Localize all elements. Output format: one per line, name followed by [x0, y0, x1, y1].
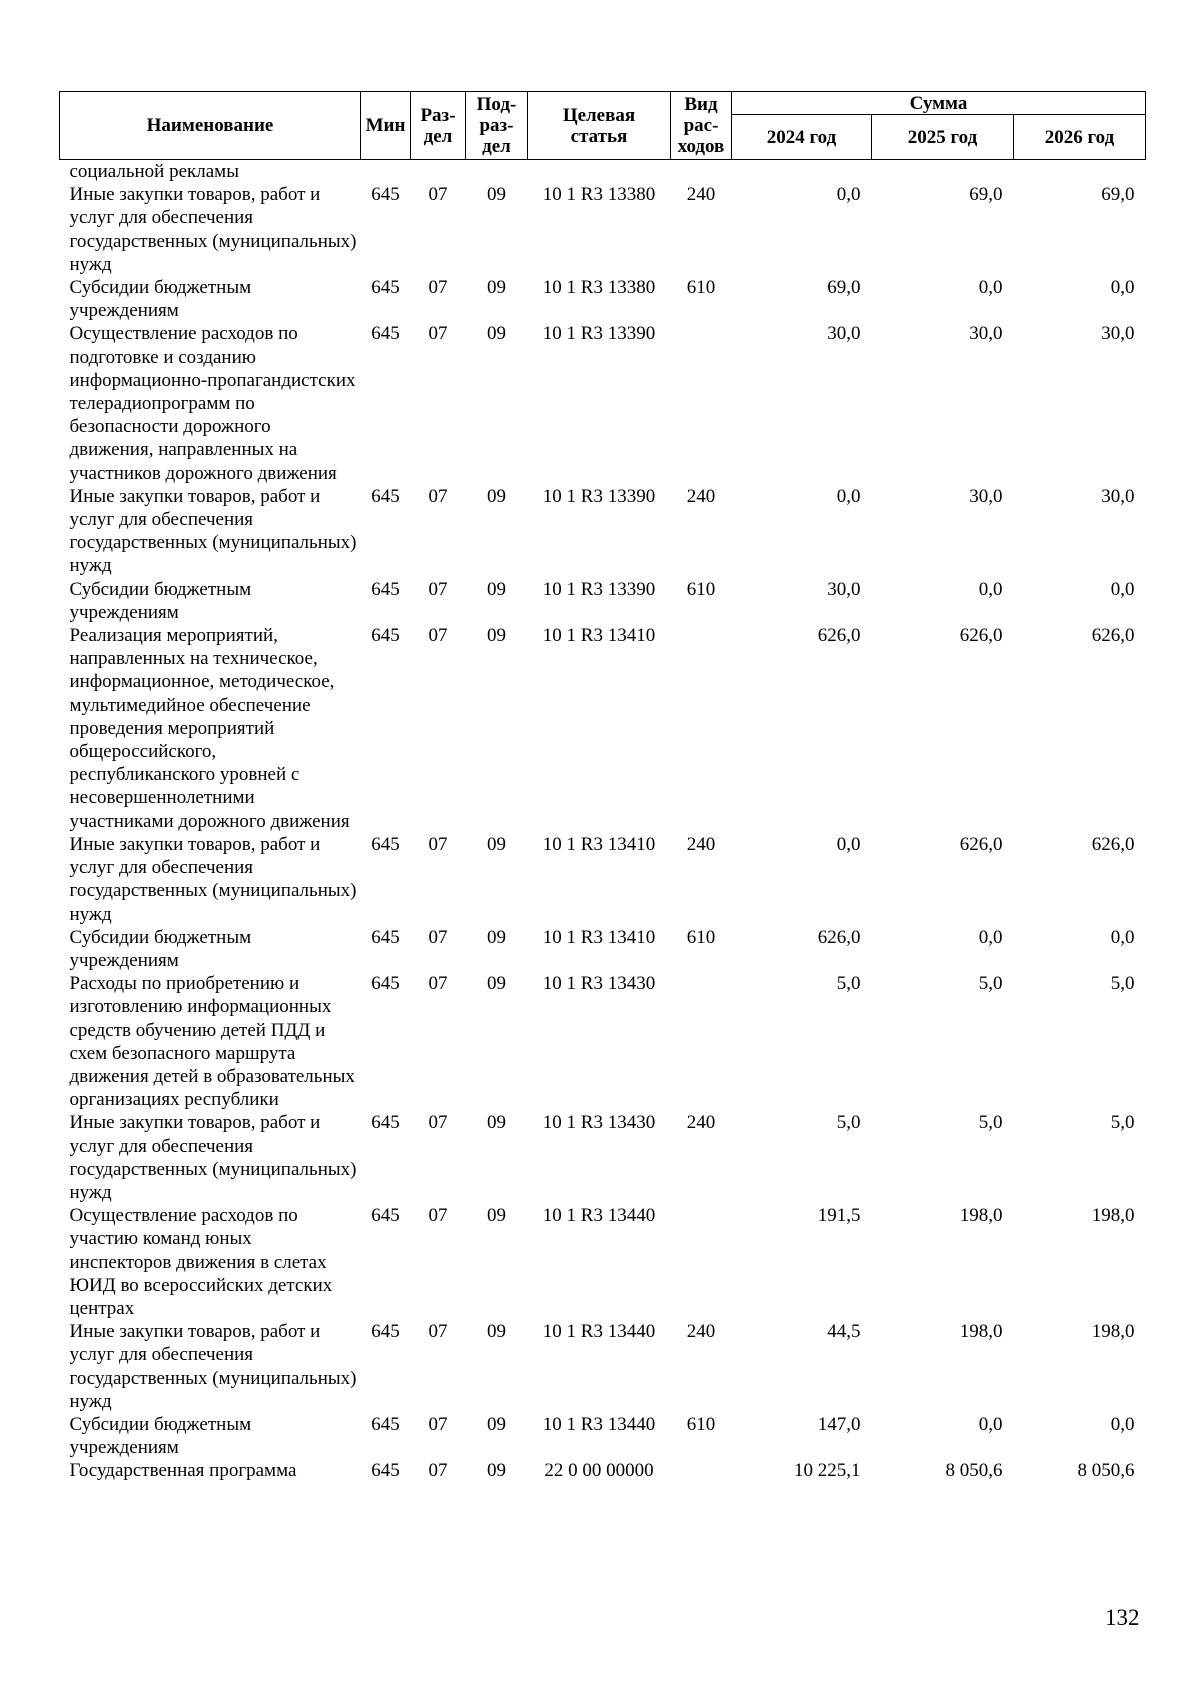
cell-2025: 198,0: [959, 1321, 1003, 1343]
table-row: [60, 624, 1146, 833]
cell-name: Иные закупки товаров, работ и услуг для обеспечения государственных (муниципальных) нужд: [69, 833, 357, 925]
cell-2026: 30,0: [1101, 323, 1135, 345]
cell-2024: 30,0: [827, 578, 861, 600]
cell-podrazdel: [466, 160, 528, 184]
cell-vid: 610: [686, 926, 716, 948]
cell-name: Субсидии бюджетным учреждениям: [69, 578, 252, 623]
cell-2026: 30,0: [1101, 485, 1135, 507]
cell-2024: 626,0: [817, 625, 861, 647]
cell-name: Иные закупки товаров, работ и услуг для обеспечения государственных (муниципальных) нужд: [69, 1321, 357, 1412]
cell-name: Иные закупки товаров, работ и услуг для обеспечения государственных (муниципальных) нужд: [69, 1112, 357, 1203]
cell-min: [361, 160, 411, 184]
cell-celevaya: 10 1 R3 13440: [542, 1321, 656, 1343]
cell-2024: 44,5: [827, 1321, 861, 1343]
cell-vid: [671, 972, 732, 1111]
cell-name: Субсидии бюджетным учреждениям: [69, 277, 252, 322]
cell-celevaya: 10 1 R3 13430: [542, 973, 656, 995]
cell-name: Иные закупки товаров, работ и услуг для обеспечения государственных (муниципальных) нужд: [69, 184, 357, 275]
cell-razdel: 07: [428, 1460, 448, 1482]
cell-min: 645: [371, 625, 400, 647]
cell-celevaya: 10 1 R3 13440: [542, 1205, 656, 1227]
cell-2024: 626,0: [817, 926, 861, 948]
header-name: Наименование: [60, 92, 361, 160]
cell-2026: 0,0: [1110, 926, 1135, 948]
cell-podrazdel: 09: [487, 1112, 506, 1134]
cell-name: Субсидии бюджетным учреждениям: [69, 1413, 252, 1459]
header-min: Мин: [361, 92, 411, 160]
cell-min: 645: [371, 1205, 400, 1227]
cell-2024: 10 225,1: [794, 1460, 861, 1482]
header-razdel: Раз- дел: [411, 92, 466, 160]
cell-podrazdel: 09: [487, 1413, 506, 1435]
cell-2026: 5,0: [1110, 1112, 1135, 1134]
cell-2024: 69,0: [827, 277, 861, 299]
cell-min: 645: [371, 973, 400, 995]
cell-name: Осуществление расходов по участию команд юных инспекторов движения в слетах ЮИД во всероссийских детских центрах: [69, 1205, 333, 1319]
cell-2024: 147,0: [817, 1413, 861, 1435]
cell-vid: [671, 160, 732, 184]
cell-2024: 0,0: [836, 184, 861, 206]
header-podrazdel: Под- раз- дел: [466, 92, 528, 160]
cell-razdel: [411, 160, 466, 184]
cell-vid: [671, 322, 732, 484]
header-year-2025: 2025 год: [872, 115, 1014, 160]
cell-vid: 240: [686, 485, 716, 507]
cell-razdel: 07: [428, 277, 448, 299]
cell-2025: 30,0: [969, 323, 1003, 345]
cell-2025: 8 050,6: [945, 1460, 1003, 1482]
cell-2025: 5,0: [978, 973, 1003, 995]
cell-2025: 0,0: [978, 1413, 1003, 1435]
cell-podrazdel: 09: [487, 277, 506, 299]
cell-2025: 0,0: [978, 926, 1003, 948]
cell-min: 645: [371, 578, 400, 600]
cell-2026: 626,0: [1091, 625, 1135, 647]
table-row: [60, 485, 1146, 578]
cell-razdel: 07: [428, 578, 448, 600]
cell-podrazdel: 09: [487, 926, 506, 948]
cell-2025: 5,0: [978, 1112, 1003, 1134]
table-row: [60, 276, 1146, 322]
cell-min: 645: [371, 1413, 400, 1435]
cell-2026: 626,0: [1091, 833, 1135, 855]
cell-min: 645: [371, 323, 400, 345]
cell-celevaya: 10 1 R3 13390: [542, 323, 656, 345]
cell-celevaya: 22 0 00 00000: [544, 1460, 654, 1482]
table-row: [60, 1111, 1146, 1204]
table-body: [60, 160, 1146, 1483]
cell-podrazdel: 09: [487, 184, 506, 206]
cell-vid: 240: [686, 184, 716, 206]
cell-razdel: 07: [428, 973, 448, 995]
cell-2025: 69,0: [969, 184, 1003, 206]
cell-vid: [671, 624, 732, 833]
cell-celevaya: 10 1 R3 13430: [542, 1112, 656, 1134]
cell-2026: 5,0: [1110, 973, 1135, 995]
table-row: [60, 578, 1146, 624]
cell-celevaya: 10 1 R3 13390: [542, 485, 656, 507]
header-vid: Вид рас- ходов: [671, 92, 732, 160]
cell-2026: 198,0: [1091, 1205, 1135, 1227]
table-row: [60, 1413, 1146, 1459]
cell-min: 645: [371, 1460, 400, 1482]
cell-celevaya: 10 1 R3 13410: [542, 833, 656, 855]
cell-podrazdel: 09: [487, 1321, 506, 1343]
cell-name: Реализация мероприятий, направленных на техническое, информационное, методическое, мультимедийное обеспечение проведения мероприятий общероссийского, республиканского уровней с несовершеннолетними участниками дорожного движения: [69, 625, 350, 832]
cell-2025: 626,0: [959, 833, 1003, 855]
cell-celevaya: 10 1 R3 13380: [542, 277, 656, 299]
cell-2026: 0,0: [1110, 578, 1135, 600]
cell-podrazdel: 09: [487, 833, 506, 855]
cell-podrazdel: 09: [487, 323, 506, 345]
cell-name: Государственная программа: [69, 1460, 297, 1482]
cell-name: социальной рекламы: [69, 161, 239, 182]
cell-razdel: 07: [428, 485, 448, 507]
document-page: [59, 91, 1145, 1483]
cell-podrazdel: 09: [487, 1460, 506, 1482]
cell-2024: [732, 160, 872, 184]
cell-min: 645: [371, 1321, 400, 1343]
cell-razdel: 07: [428, 1112, 448, 1134]
cell-2026: 0,0: [1110, 277, 1135, 299]
cell-razdel: 07: [428, 625, 448, 647]
cell-vid: 240: [686, 833, 716, 855]
cell-2025: 30,0: [969, 485, 1003, 507]
cell-podrazdel: 09: [487, 973, 506, 995]
cell-min: 645: [371, 1112, 400, 1134]
cell-2025: 626,0: [959, 625, 1003, 647]
cell-celevaya: 10 1 R3 13410: [542, 625, 656, 647]
header-year-2026: 2026 год: [1014, 115, 1146, 160]
table-row: [60, 1204, 1146, 1320]
cell-2025: 0,0: [978, 277, 1003, 299]
cell-min: 645: [371, 485, 400, 507]
cell-podrazdel: 09: [487, 1205, 506, 1227]
table-row: [60, 1320, 1146, 1413]
page-number: 132: [1105, 1605, 1140, 1630]
cell-vid: 610: [686, 277, 716, 299]
cell-podrazdel: 09: [487, 578, 506, 600]
cell-vid: [671, 1459, 732, 1482]
cell-vid: 610: [686, 578, 716, 600]
cell-name: Иные закупки товаров, работ и услуг для обеспечения государственных (муниципальных) нужд: [69, 485, 357, 577]
cell-2024: 5,0: [836, 973, 861, 995]
budget-table: [59, 91, 1146, 1483]
table-row: [60, 833, 1146, 926]
cell-celevaya: 10 1 R3 13440: [542, 1413, 656, 1435]
header-summa: Сумма: [732, 92, 1146, 115]
cell-razdel: 07: [428, 833, 448, 855]
cell-name: Расходы по приобретению и изготовлению информационных средств обучению детей ПДД и схем безопасного маршрута движения детей в образовательных организациях республики: [69, 973, 355, 1111]
cell-2024: 30,0: [827, 323, 861, 345]
header-year-2024: 2024 год: [732, 115, 872, 160]
cell-razdel: 07: [428, 184, 448, 206]
cell-razdel: 07: [428, 323, 448, 345]
table-row: [60, 183, 1146, 276]
cell-razdel: 07: [428, 926, 448, 948]
cell-name: Субсидии бюджетным учреждениям: [69, 926, 252, 971]
cell-2024: 0,0: [836, 485, 861, 507]
cell-celevaya: 10 1 R3 13390: [542, 578, 656, 600]
cell-2026: 0,0: [1110, 1413, 1135, 1435]
cell-min: 645: [371, 833, 400, 855]
cell-min: 645: [371, 184, 400, 206]
cell-vid: 610: [686, 1413, 716, 1435]
cell-min: 645: [371, 926, 400, 948]
cell-2024: 5,0: [836, 1112, 861, 1134]
cell-vid: [671, 1204, 732, 1320]
table-row: [60, 322, 1146, 484]
cell-celevaya: 10 1 R3 13410: [542, 926, 656, 948]
cell-name: Осуществление расходов по подготовке и созданию информационно-пропагандистских телерадиопрограмм по безопасности дорожного движения, направленных на участников дорожного движения: [69, 323, 356, 484]
header-celevaya: Целевая статья: [528, 92, 671, 160]
cell-2025: [872, 160, 1014, 184]
cell-razdel: 07: [428, 1321, 448, 1343]
table-row: [60, 972, 1146, 1111]
cell-2024: 0,0: [836, 833, 861, 855]
cell-2025: 0,0: [978, 578, 1003, 600]
cell-2024: 191,5: [817, 1205, 861, 1227]
table-row: [60, 160, 1146, 184]
table-header: [60, 92, 1146, 160]
cell-celevaya: [528, 160, 671, 184]
cell-vid: 240: [686, 1112, 716, 1134]
cell-razdel: 07: [428, 1413, 448, 1435]
cell-2026: 69,0: [1101, 184, 1135, 206]
cell-2026: 8 050,6: [1077, 1460, 1135, 1482]
table-row: [60, 1459, 1146, 1482]
table-row: [60, 926, 1146, 972]
cell-razdel: 07: [428, 1205, 448, 1227]
cell-celevaya: 10 1 R3 13380: [542, 184, 656, 206]
cell-min: 645: [371, 277, 400, 299]
cell-2026: 198,0: [1091, 1321, 1135, 1343]
cell-2026: [1014, 160, 1146, 184]
cell-podrazdel: 09: [487, 485, 506, 507]
cell-vid: 240: [686, 1321, 716, 1343]
cell-2025: 198,0: [959, 1205, 1003, 1227]
cell-podrazdel: 09: [487, 625, 506, 647]
